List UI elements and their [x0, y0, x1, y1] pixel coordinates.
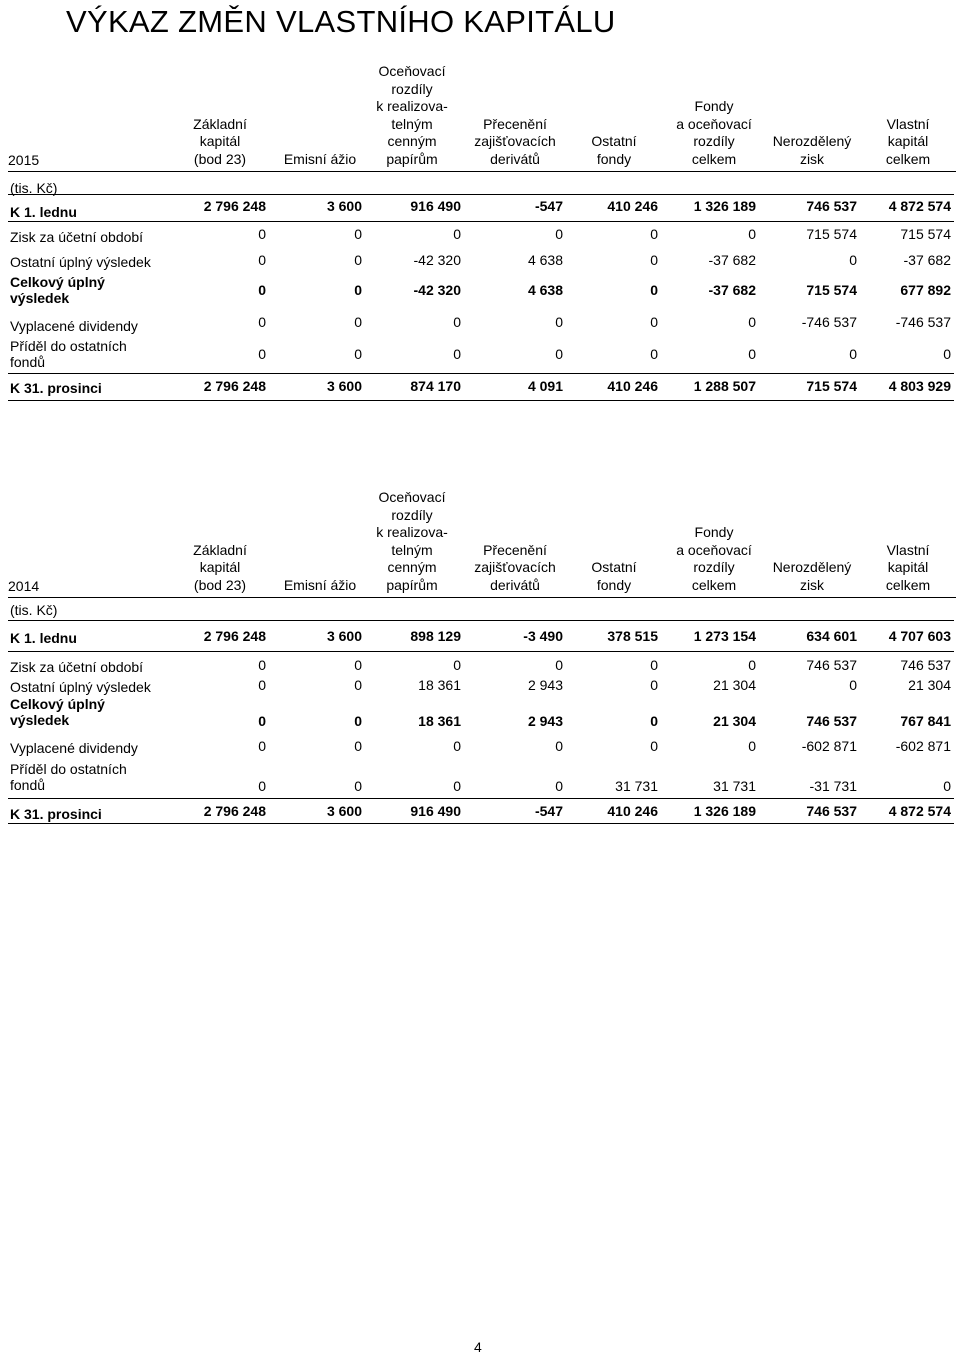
table-cell: 746 537	[900, 657, 951, 673]
table-cell: 0	[555, 778, 563, 794]
table-cell: 1 326 189	[693, 198, 756, 214]
table-cell: 0	[555, 657, 563, 673]
row-label-line: K 31. prosinci	[10, 806, 102, 822]
column-header-line: a oceňovací	[676, 541, 752, 558]
year-label: 2015	[8, 152, 40, 168]
table-cell: 0	[943, 778, 951, 794]
column-header-line: Základní	[193, 115, 247, 132]
table-cell: 0	[258, 778, 266, 794]
column-header-line: fondy	[596, 576, 632, 593]
table-cell: 410 246	[607, 378, 658, 394]
unit-label: (tis. Kč)	[10, 602, 58, 618]
table-cell: 0	[555, 738, 563, 754]
table-cell: 2 796 248	[203, 803, 266, 819]
column-header	[559, 133, 669, 168]
row-label-line: Zisk za účetní období	[10, 229, 144, 245]
column-header-line: derivátů	[490, 576, 540, 593]
table-cell: 4 803 929	[888, 378, 951, 394]
table-cell: 0	[258, 314, 266, 330]
table-cell: 0	[650, 738, 658, 754]
table-cell: 0	[748, 314, 756, 330]
column-header-line: telným	[391, 115, 433, 132]
row-label-line: výsledek	[10, 712, 70, 728]
table-cell: 0	[650, 282, 658, 298]
table-cell: 0	[650, 314, 658, 330]
table-cell: 0	[849, 346, 857, 362]
column-header-line: celkem	[691, 150, 737, 167]
table-cell: 0	[354, 657, 362, 673]
table-cell: 410 246	[607, 803, 658, 819]
row-separator	[8, 651, 954, 652]
row-label	[10, 761, 127, 793]
table-cell: 0	[650, 252, 658, 268]
column-header-line: kapitál	[887, 133, 929, 149]
row-separator	[8, 221, 954, 222]
column-header-line: kapitál	[199, 559, 241, 575]
table-cell: -42 320	[413, 282, 461, 298]
table-cell: 0	[258, 226, 266, 242]
table-cell: 0	[650, 713, 658, 729]
table-cell: 767 841	[900, 713, 951, 729]
row-label	[10, 740, 138, 756]
table-cell: 0	[258, 282, 266, 298]
column-header	[659, 98, 769, 168]
table-cell: 0	[453, 226, 461, 242]
row-label	[10, 679, 151, 695]
table-cell: 0	[453, 778, 461, 794]
column-header-line: Přecenění	[483, 115, 547, 132]
row-label-line: fondů	[10, 354, 46, 370]
table-cell: 0	[748, 226, 756, 242]
column-header	[460, 116, 570, 169]
table-cell: 746 537	[806, 713, 857, 729]
column-header-line: telným	[391, 541, 433, 558]
column-header	[357, 489, 467, 594]
table-cell: 0	[258, 346, 266, 362]
unit-label: (tis. Kč)	[10, 180, 58, 196]
table-cell: 0	[258, 677, 266, 693]
table-cell: 715 574	[806, 378, 857, 394]
table-cell: 0	[258, 657, 266, 673]
table-cell: 916 490	[410, 803, 461, 819]
table-cell: 3 600	[326, 628, 362, 644]
row-label	[10, 274, 105, 306]
table-cell: 4 872 574	[888, 198, 951, 214]
table-cell: 0	[354, 738, 362, 754]
row-label-line: Příděl do ostatních	[10, 761, 127, 777]
table-cell: 0	[354, 314, 362, 330]
table-cell: 21 304	[713, 713, 756, 729]
column-header	[757, 559, 867, 594]
table-cell: 1 273 154	[693, 628, 756, 644]
column-header-line: k realizova-	[376, 98, 448, 114]
column-header-line: celkem	[691, 576, 737, 593]
table-cell: 0	[453, 346, 461, 362]
column-header-line: Přecenění	[483, 541, 547, 558]
table-cell: 0	[849, 252, 857, 268]
table-cell: 2 943	[527, 677, 563, 693]
table-cell: 0	[258, 738, 266, 754]
table-cell: 746 537	[806, 803, 857, 819]
header-rule	[8, 597, 956, 598]
column-header	[559, 559, 669, 594]
table-cell: -602 871	[801, 738, 857, 754]
column-header-line: Nerozdělený	[772, 559, 852, 575]
column-header-line: Ostatní	[591, 559, 637, 575]
row-label	[10, 630, 77, 646]
table-cell: 31 731	[713, 778, 756, 794]
table-cell: 0	[650, 226, 658, 242]
table-cell: 634 601	[806, 628, 857, 644]
row-label-line: Příděl do ostatních	[10, 338, 127, 354]
column-header-line: Vlastní	[886, 115, 930, 132]
row-label	[10, 254, 151, 270]
row-label-line: fondů	[10, 777, 46, 793]
table-cell: 0	[354, 713, 362, 729]
column-header	[853, 116, 960, 169]
table-cell: 4 872 574	[888, 803, 951, 819]
table-cell: 3 600	[326, 803, 362, 819]
column-header-line: zisk	[799, 150, 825, 167]
table-cell: 2 796 248	[203, 628, 266, 644]
table-cell: 874 170	[410, 378, 461, 394]
table-cell: 715 574	[900, 226, 951, 242]
table-cell: 1 288 507	[693, 378, 756, 394]
table-cell: 2 796 248	[203, 378, 266, 394]
column-header-line: rozdíly	[391, 80, 433, 97]
table-cell: 898 129	[410, 628, 461, 644]
column-header-line: Emisní ážio	[283, 150, 357, 167]
table-cell: -602 871	[895, 738, 951, 754]
column-header-line: Nerozdělený	[772, 133, 852, 149]
column-header-line: Emisní ážio	[283, 576, 357, 593]
table-cell: 4 638	[527, 252, 563, 268]
column-header-line: celkem	[885, 150, 931, 167]
table-cell: 715 574	[806, 226, 857, 242]
year-label: 2014	[8, 578, 40, 594]
table-cell: 2 796 248	[203, 198, 266, 214]
table-cell: 0	[354, 252, 362, 268]
table-cell: 18 361	[418, 713, 461, 729]
column-header-line: rozdíly	[693, 133, 735, 149]
table-cell: 677 892	[900, 282, 951, 298]
table-cell: 0	[354, 677, 362, 693]
column-header	[165, 116, 275, 169]
table-cell: 21 304	[713, 677, 756, 693]
column-header-line: kapitál	[887, 559, 929, 575]
row-label	[10, 204, 77, 220]
table-cell: 0	[650, 657, 658, 673]
column-header-line: papírům	[386, 150, 438, 167]
table-cell: 0	[354, 226, 362, 242]
table-cell: 0	[849, 677, 857, 693]
table-cell: 0	[748, 657, 756, 673]
column-header-line: derivátů	[490, 150, 540, 167]
row-label-line: Celkový úplný	[10, 696, 105, 712]
table-cell: 0	[555, 314, 563, 330]
column-header-line: Základní	[193, 541, 247, 558]
row-label-line: Zisk za účetní období	[10, 659, 144, 675]
column-header-line: Fondy	[694, 98, 734, 114]
column-header-line: zajišťovacích	[474, 559, 556, 575]
row-separator	[8, 798, 954, 799]
column-header-line: rozdíly	[391, 506, 433, 523]
row-label-line: výsledek	[10, 290, 70, 306]
table-cell: -31 731	[809, 778, 857, 794]
table-cell: -37 682	[903, 252, 951, 268]
column-header	[853, 542, 960, 595]
table-cell: -547	[534, 198, 563, 214]
row-label-line: Vyplacené dividendy	[10, 740, 138, 756]
column-header-line: Ostatní	[591, 133, 637, 149]
column-header	[357, 63, 467, 168]
column-header-line: fondy	[596, 150, 632, 167]
row-label-line: K 31. prosinci	[10, 380, 102, 396]
column-header-line: Oceňovací	[378, 489, 446, 505]
column-header-line: zajišťovacích	[474, 133, 556, 149]
table-cell: 378 515	[607, 628, 658, 644]
table-cell: -37 682	[708, 252, 756, 268]
column-header-line: Vlastní	[886, 541, 930, 558]
column-header-line: rozdíly	[693, 559, 735, 575]
table-cell: 31 731	[615, 778, 658, 794]
table-cell: 21 304	[908, 677, 951, 693]
row-label-line: Ostatní úplný výsledek	[10, 254, 151, 270]
row-label	[10, 806, 102, 822]
table-cell: 0	[453, 314, 461, 330]
column-header-line: a oceňovací	[676, 115, 752, 132]
table-cell: 0	[453, 657, 461, 673]
table-cell: -746 537	[801, 314, 857, 330]
table-cell: 4 707 603	[888, 628, 951, 644]
table-cell: 0	[555, 346, 563, 362]
column-header-line: zisk	[799, 576, 825, 593]
table-cell: 3 600	[326, 378, 362, 394]
column-header-line: Oceňovací	[378, 63, 446, 79]
table-cell: 715 574	[806, 282, 857, 298]
table-cell: 0	[650, 677, 658, 693]
row-label-line: Celkový úplný	[10, 274, 105, 290]
column-header-line: (bod 23)	[193, 150, 247, 167]
table-cell: -746 537	[895, 314, 951, 330]
page-number: 4	[474, 1339, 482, 1355]
table-cell: -547	[534, 803, 563, 819]
table-cell: 4 638	[527, 282, 563, 298]
row-label	[10, 338, 127, 370]
table-cell: 746 537	[806, 198, 857, 214]
table-cell: 1 326 189	[693, 803, 756, 819]
table-cell: -37 682	[708, 282, 756, 298]
table-cell: 916 490	[410, 198, 461, 214]
row-label-line: Vyplacené dividendy	[10, 318, 138, 334]
row-label-line: Ostatní úplný výsledek	[10, 679, 151, 695]
table-cell: 746 537	[806, 657, 857, 673]
row-separator	[8, 373, 954, 374]
column-header-line: Fondy	[694, 524, 734, 540]
column-header	[460, 542, 570, 595]
table-cell: 3 600	[326, 198, 362, 214]
table-cell: 18 361	[418, 677, 461, 693]
table-cell: 0	[258, 252, 266, 268]
table-cell: -42 320	[413, 252, 461, 268]
table-cell: 0	[453, 738, 461, 754]
row-label-line: K 1. lednu	[10, 204, 77, 220]
table-cell: 2 943	[527, 713, 563, 729]
column-header-line: cenným	[387, 133, 437, 149]
header-rule	[8, 171, 956, 172]
column-header	[165, 542, 275, 595]
table-cell: 0	[354, 282, 362, 298]
table-cell: 4 091	[527, 378, 563, 394]
table-cell: 0	[943, 346, 951, 362]
column-header-line: celkem	[885, 576, 931, 593]
table-cell: 0	[748, 738, 756, 754]
column-header	[659, 524, 769, 594]
table-cell: 0	[258, 713, 266, 729]
column-header-line: k realizova-	[376, 524, 448, 540]
row-label	[10, 229, 143, 245]
row-label-line: K 1. lednu	[10, 630, 77, 646]
table-cell: -3 490	[523, 628, 563, 644]
column-header-line: cenným	[387, 559, 437, 575]
row-label	[10, 318, 138, 334]
table-cell: 0	[650, 346, 658, 362]
column-header-line: papírům	[386, 576, 438, 593]
table-cell: 0	[748, 346, 756, 362]
column-header-line: (bod 23)	[193, 576, 247, 593]
column-header-line: kapitál	[199, 133, 241, 149]
table-cell: 410 246	[607, 198, 658, 214]
table-cell: 0	[354, 778, 362, 794]
page-title: VÝKAZ ZMĚN VLASTNÍHO KAPITÁLU	[66, 4, 616, 39]
row-label	[10, 380, 102, 396]
table-cell: 0	[555, 226, 563, 242]
table-cell: 0	[354, 346, 362, 362]
row-label	[10, 659, 143, 675]
column-header	[757, 133, 867, 168]
row-label	[10, 696, 105, 728]
